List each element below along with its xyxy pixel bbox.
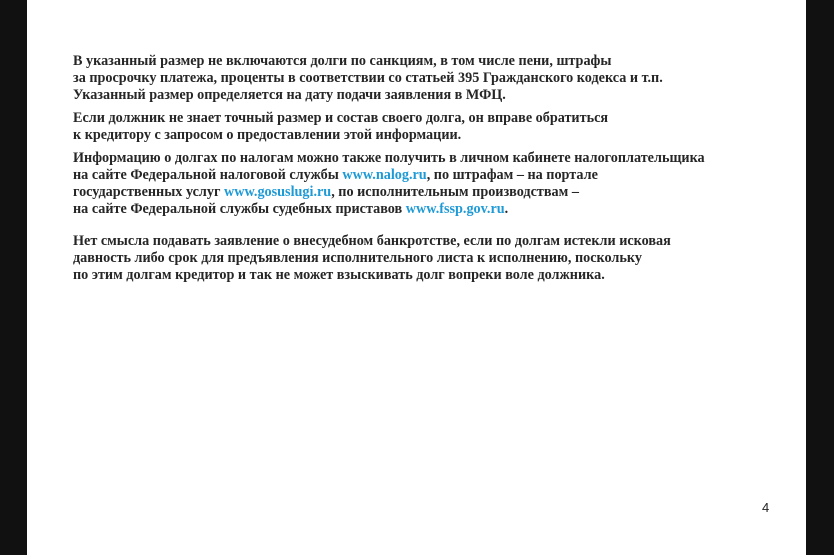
text-line	[73, 184, 793, 201]
paragraph-limitation-period	[73, 233, 793, 284]
fssp-link[interactable]: www.fssp.gov.ru	[405, 201, 505, 217]
paragraph-debt-exclusions	[73, 53, 793, 104]
text-line: давность либо срок для предъявления исполнительного листа к исполнению, поскольку	[73, 250, 642, 266]
text-segment: .	[504, 201, 509, 217]
text-line: Нет смысла подавать заявление о внесудебном банкротстве, если по долгам истекли исковая	[73, 233, 671, 249]
text-line: Указанный размер определяется на дату подачи заявления в МФЦ.	[73, 87, 506, 103]
text-segment: на сайте Федеральной налоговой службы	[73, 167, 343, 183]
text-line: за просрочку платежа, проценты в соответствии со статьей 395 Гражданского кодекса и т.п.	[73, 70, 663, 86]
text-segment: , по штрафам – на портале	[426, 167, 598, 183]
nalog-link[interactable]: www.nalog.ru	[342, 167, 427, 183]
text-line	[73, 201, 793, 218]
slide-content	[73, 53, 793, 284]
text-line: Информацию о долгах по налогам можно также получить в личном кабинете налогоплательщика	[73, 150, 705, 166]
text-segment: государственных услуг	[73, 184, 224, 200]
slide-page	[27, 0, 806, 555]
gosuslugi-link[interactable]: www.gosuslugi.ru	[223, 184, 332, 200]
text-segment: , по исполнительным производствам –	[331, 184, 579, 200]
text-line	[73, 167, 793, 184]
text-line: В указанный размер не включаются долги по санкциям, в том числе пени, штрафы	[73, 53, 612, 69]
text-line: к кредитору с запросом о предоставлении этой информации.	[73, 127, 462, 143]
text-line: Если должник не знает точный размер и состав своего долга, он вправе обратиться	[73, 110, 609, 126]
text-segment: на сайте Федеральной службы судебных приставов	[73, 201, 406, 217]
paragraph-creditor-request	[73, 110, 793, 144]
page-number: 4	[762, 500, 770, 515]
paragraph-debt-info-sources	[73, 150, 793, 218]
text-line: по этим долгам кредитор и так не может взыскивать долг вопреки воле должника.	[73, 267, 605, 283]
